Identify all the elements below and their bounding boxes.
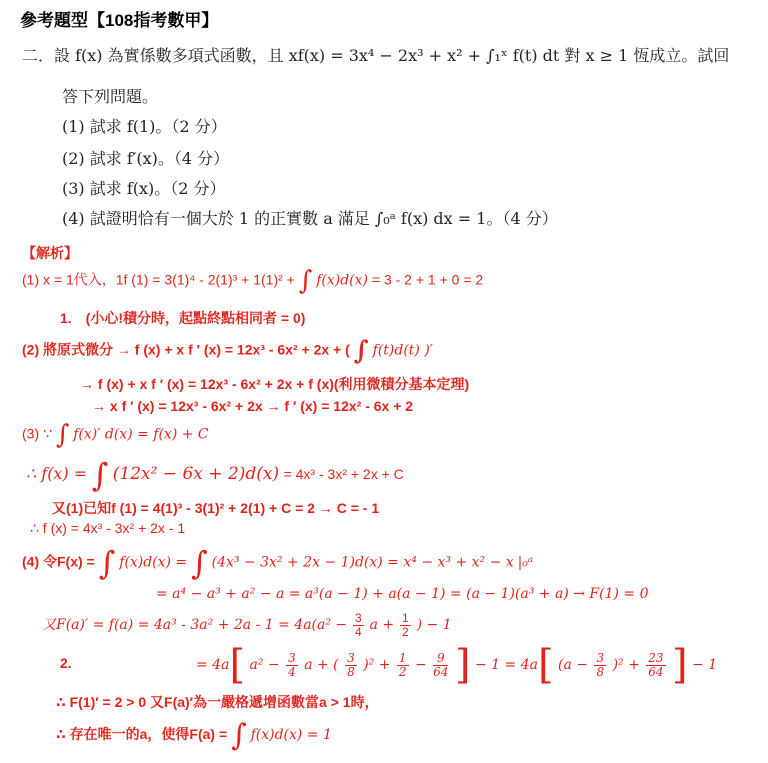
solution-line-13: = 4a[ a² − $\frac{3}{4}$ a + ( $\frac{3}{8}$ )² + $\frac{1}{2}$ − $\frac{9}{64}$ ] − 1 = 4a[ (a − $\frac{3}{8}$ )² + $\frac{23}{64}$ ] − 1	[196, 642, 718, 688]
solution-line-15: ∴ 存在唯一的a，使得F(a) = ∫ f(x)d(x) = 1	[56, 718, 332, 753]
fraction-1-2: $\frac{1}{2}$	[402, 611, 409, 639]
solution-line-6: (3) ∵ ∫ f(x)′ d(x) = f(x) + C	[22, 420, 209, 450]
integral-sign: ∫	[298, 266, 313, 296]
solution-line-10: (4) 令F(x) = ∫ f(x)d(x) = ∫ (4x³ − 3x² + 2x − 1)d(x) = x⁴ − x³ + x² − x |₀ᵃ	[22, 544, 534, 582]
solution-line-4: → f (x) + x f ′ (x) = 12x³ - 6x² + 2x + f (x)(利用微積分基本定理)	[80, 376, 470, 392]
solution-line-2: 1. (小心!積分時，起點終點相同者 = 0)	[60, 310, 306, 326]
solution-line-3: (2) 將原式微分 → f (x) + x f ′ (x) = 12x³ - 6x² + 2x + ( ∫ f(t)d(t) )′	[22, 336, 433, 366]
question-intro-cont: 答下列問題。	[62, 87, 159, 106]
solution-line-13-num: 2.	[60, 655, 72, 671]
fraction-3-4: $\frac{3}{4}$	[355, 611, 362, 639]
question-intro: 二．設 f(x) 為實係數多項式函數，且 xf(x) = 3x⁴ − 2x³ + x² + ∫₁ˣ f(t) dt 對 x ≥ 1 恆成立。試回	[22, 46, 730, 65]
solution-line-9: ∴ f (x) = 4x³ - 3x² + 2x - 1	[30, 520, 186, 536]
solution-line-1: (1) x = 1代入，1f (1) = 3(1)⁴ - 2(1)³ + 1(1)² + ∫ f(x)d(x) = 3 - 2 + 1 + 0 = 2	[22, 266, 484, 296]
page-title: 參考題型【108指考數甲】	[20, 11, 219, 30]
solution-line-8: 又(1)已知f (1) = 4(1)³ - 3(1)² + 2(1) + C = 2 → C = - 1	[52, 500, 380, 516]
solution-line-14: ∴ F(1)′ = 2 > 0 又F(a)′為一嚴格遞增函數當a > 1時，	[56, 694, 379, 710]
question-item-4: (4) 試證明恰有一個大於 1 的正實數 a 滿足 ∫₀ᵃ f(x) dx = 1。（4 分）	[62, 209, 558, 228]
solution-line-5: → x f ′ (x) = 12x³ - 6x² + 2x → f ′ (x) = 12x² - 6x + 2	[92, 398, 414, 414]
question-item-2: (2) 試求 f′(x)。（4 分）	[62, 149, 230, 168]
solution-line-12: 又F(a)′ = f(a) = 4a³ - 3a² + 2a - 1 = 4a(a² − $\frac{3}{4}$ a + $\frac{1}{2}$ ) − 1	[42, 611, 452, 639]
question-item-3: (3) 試求 f(x)。（2 分）	[62, 179, 226, 198]
solution-header: 【解析】	[22, 245, 78, 261]
solution-line-7: ∴ f(x) = ∫ (12x² − 6x + 2)d(x) = 4x³ - 3x² + 2x + C	[26, 456, 404, 494]
question-item-1: (1) 試求 f(1)。（2 分）	[62, 117, 227, 136]
solution-line-11: = a⁴ − a³ + a² − a = a³(a − 1) + a(a − 1) = (a − 1)(a³ + a) → F(1) = 0	[156, 586, 649, 602]
